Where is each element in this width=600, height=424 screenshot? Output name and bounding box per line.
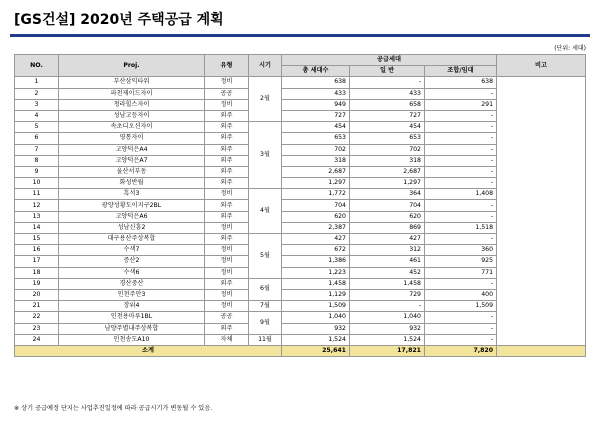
cell-type: 정비 <box>205 256 249 267</box>
cell-general: 727 <box>350 110 425 121</box>
cell-union: - <box>425 144 497 155</box>
cell-period: 3월 <box>249 122 282 189</box>
cell-union: - <box>425 122 497 133</box>
cell-no: 10 <box>15 178 59 189</box>
page-title: [GS건설] 2020년 주택공급 계획 <box>14 12 224 28</box>
cell-union: - <box>425 312 497 323</box>
cell-union: - <box>425 334 497 345</box>
cell-union: 291 <box>425 99 497 110</box>
cell-no: 1 <box>15 77 59 88</box>
cell-union: - <box>425 155 497 166</box>
cell-type: 정비 <box>205 267 249 278</box>
cell-no: 21 <box>15 301 59 312</box>
cell-project: 증산2 <box>59 256 205 267</box>
subtotal-union: 7,820 <box>425 345 497 356</box>
supply-plan-table <box>14 54 586 357</box>
cell-general: 658 <box>350 99 425 110</box>
cell-project: 성남신흥2 <box>59 222 205 233</box>
cell-project: 대구용산주상복합 <box>59 234 205 245</box>
cell-project: 장위4 <box>59 301 205 312</box>
cell-period: 5월 <box>249 234 282 279</box>
cell-project: 화성반월 <box>59 178 205 189</box>
cell-general: 364 <box>350 189 425 200</box>
footnote: ※ 상기 공급예정 단지는 사업추진일정에 따라 공급시기가 변동될 수 있음. <box>14 405 213 412</box>
cell-project: 고양덕은A4 <box>59 144 205 155</box>
cell-period: 2월 <box>249 77 282 122</box>
cell-project: 울산서부동 <box>59 166 205 177</box>
cell-union: 1,518 <box>425 222 497 233</box>
cell-type: 정비 <box>205 289 249 300</box>
cell-no: 23 <box>15 323 59 334</box>
header-type: 유형 <box>205 55 249 77</box>
header-remark: 비고 <box>497 55 586 77</box>
cell-type: 정비 <box>205 222 249 233</box>
cell-type: 공공 <box>205 312 249 323</box>
cell-no: 2 <box>15 88 59 99</box>
cell-period: 9월 <box>249 312 282 334</box>
cell-union: - <box>425 133 497 144</box>
cell-type: 공공 <box>205 88 249 99</box>
subtotal-row <box>15 345 586 356</box>
cell-project: 수색7 <box>59 245 205 256</box>
cell-type: 정비 <box>205 189 249 200</box>
cell-total: 433 <box>282 88 350 99</box>
cell-general: 427 <box>350 234 425 245</box>
cell-general: - <box>350 301 425 312</box>
cell-total: 702 <box>282 144 350 155</box>
cell-type: 정비 <box>205 301 249 312</box>
cell-total: 318 <box>282 155 350 166</box>
cell-total: 949 <box>282 99 350 110</box>
cell-total: 1,386 <box>282 256 350 267</box>
cell-general: 1,524 <box>350 334 425 345</box>
cell-type: 외주 <box>205 323 249 334</box>
cell-union: - <box>425 234 497 245</box>
cell-period: 4월 <box>249 189 282 234</box>
cell-type: 외주 <box>205 234 249 245</box>
table-row <box>15 77 586 88</box>
cell-general: 653 <box>350 133 425 144</box>
cell-union: - <box>425 323 497 334</box>
cell-general: 932 <box>350 323 425 334</box>
cell-project: 고양덕은A6 <box>59 211 205 222</box>
header-proj: Proj. <box>59 55 205 77</box>
cell-general: 433 <box>350 88 425 99</box>
cell-total: 653 <box>282 133 350 144</box>
cell-total: 1,129 <box>282 289 350 300</box>
cell-project: 고양덕은A7 <box>59 155 205 166</box>
cell-union: 360 <box>425 245 497 256</box>
cell-no: 3 <box>15 99 59 110</box>
cell-union: - <box>425 110 497 121</box>
cell-general: 312 <box>350 245 425 256</box>
cell-union: 1,408 <box>425 189 497 200</box>
cell-no: 5 <box>15 122 59 133</box>
cell-total: 672 <box>282 245 350 256</box>
cell-union: 925 <box>425 256 497 267</box>
cell-no: 12 <box>15 200 59 211</box>
cell-period: 7월 <box>249 301 282 312</box>
cell-total: 704 <box>282 200 350 211</box>
subtotal-general: 17,821 <box>350 345 425 356</box>
cell-union: 400 <box>425 289 497 300</box>
cell-no: 22 <box>15 312 59 323</box>
cell-period: 11월 <box>249 334 282 345</box>
cell-union: - <box>425 278 497 289</box>
cell-total: 1,040 <box>282 312 350 323</box>
header-union: 조합/임대 <box>425 66 497 77</box>
cell-project: 흑석3 <box>59 189 205 200</box>
unit-label: (단위: 세대) <box>554 45 586 52</box>
cell-type: 외주 <box>205 166 249 177</box>
cell-general: 318 <box>350 155 425 166</box>
cell-total: 2,387 <box>282 222 350 233</box>
cell-no: 9 <box>15 166 59 177</box>
subtotal-total: 25,641 <box>282 345 350 356</box>
cell-type: 자체 <box>205 334 249 345</box>
cell-union: - <box>425 200 497 211</box>
cell-project: 남양주별내주상복합 <box>59 323 205 334</box>
cell-union: - <box>425 178 497 189</box>
cell-type: 외주 <box>205 211 249 222</box>
cell-total: 2,687 <box>282 166 350 177</box>
cell-type: 정비 <box>205 245 249 256</box>
cell-no: 18 <box>15 267 59 278</box>
cell-no: 8 <box>15 155 59 166</box>
cell-union: 638 <box>425 77 497 88</box>
cell-total: 1,458 <box>282 278 350 289</box>
cell-project: 수색6 <box>59 267 205 278</box>
cell-no: 4 <box>15 110 59 121</box>
cell-type: 외주 <box>205 110 249 121</box>
cell-type: 외주 <box>205 200 249 211</box>
cell-union: 1,509 <box>425 301 497 312</box>
cell-total: 727 <box>282 110 350 121</box>
cell-general: 729 <box>350 289 425 300</box>
cell-union: - <box>425 211 497 222</box>
cell-project: 영통자이 <box>59 133 205 144</box>
cell-general: 452 <box>350 267 425 278</box>
cell-union: - <box>425 88 497 99</box>
cell-project: 인천송도A10 <box>59 334 205 345</box>
cell-total: 1,524 <box>282 334 350 345</box>
subtotal-label: 소계 <box>15 345 282 356</box>
header-period: 시기 <box>249 55 282 77</box>
cell-project: 파천제이드자이 <box>59 88 205 99</box>
cell-union: - <box>425 166 497 177</box>
cell-project: 부산삼익타워 <box>59 77 205 88</box>
header-no: NO. <box>15 55 59 77</box>
cell-no: 15 <box>15 234 59 245</box>
cell-project: 인천주안3 <box>59 289 205 300</box>
cell-total: 620 <box>282 211 350 222</box>
title-underline <box>10 34 590 37</box>
cell-general: 702 <box>350 144 425 155</box>
cell-type: 외주 <box>205 144 249 155</box>
cell-project: 속초디오션자이 <box>59 122 205 133</box>
cell-project: 성남고등자이 <box>59 110 205 121</box>
cell-project: 경산중산 <box>59 278 205 289</box>
cell-no: 17 <box>15 256 59 267</box>
header-total: 총 세대수 <box>282 66 350 77</box>
cell-total: 1,297 <box>282 178 350 189</box>
cell-total: 638 <box>282 77 350 88</box>
cell-total: 932 <box>282 323 350 334</box>
cell-total: 1,223 <box>282 267 350 278</box>
cell-general: 1,040 <box>350 312 425 323</box>
header-general: 일 반 <box>350 66 425 77</box>
cell-total: 1,509 <box>282 301 350 312</box>
header-supply: 공급세대 <box>282 55 497 66</box>
cell-no: 24 <box>15 334 59 345</box>
cell-total: 1,772 <box>282 189 350 200</box>
cell-general: 620 <box>350 211 425 222</box>
cell-general: 461 <box>350 256 425 267</box>
subtotal-remark <box>497 345 586 356</box>
cell-no: 7 <box>15 144 59 155</box>
cell-general: 869 <box>350 222 425 233</box>
cell-no: 6 <box>15 133 59 144</box>
table-body <box>15 77 586 357</box>
cell-general: 704 <box>350 200 425 211</box>
cell-no: 13 <box>15 211 59 222</box>
cell-project: 청라힐스자이 <box>59 99 205 110</box>
cell-type: 외주 <box>205 178 249 189</box>
cell-type: 외주 <box>205 278 249 289</box>
cell-no: 20 <box>15 289 59 300</box>
cell-type: 정비 <box>205 77 249 88</box>
cell-no: 19 <box>15 278 59 289</box>
cell-general: 2,687 <box>350 166 425 177</box>
cell-no: 14 <box>15 222 59 233</box>
cell-general: 1,297 <box>350 178 425 189</box>
cell-remark <box>497 77 586 346</box>
cell-no: 16 <box>15 245 59 256</box>
cell-total: 427 <box>282 234 350 245</box>
cell-type: 외주 <box>205 155 249 166</box>
cell-union: 771 <box>425 267 497 278</box>
cell-type: 외주 <box>205 122 249 133</box>
cell-total: 454 <box>282 122 350 133</box>
cell-general: 454 <box>350 122 425 133</box>
cell-type: 외주 <box>205 133 249 144</box>
cell-period: 6월 <box>249 278 282 300</box>
cell-project: 인천용마루1BL <box>59 312 205 323</box>
cell-type: 정비 <box>205 99 249 110</box>
cell-no: 11 <box>15 189 59 200</box>
cell-general: 1,458 <box>350 278 425 289</box>
cell-general: - <box>350 77 425 88</box>
cell-project: 광양성황도이지구2BL <box>59 200 205 211</box>
